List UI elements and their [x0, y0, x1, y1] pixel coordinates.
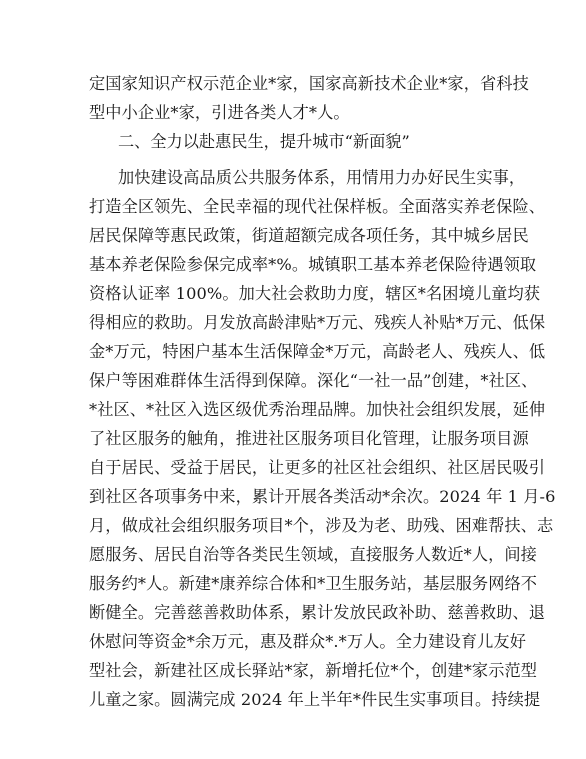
paragraph-line: 月，做成社会组织服务项目*个，涉及为老、助残、困难帮扶、志 — [89, 516, 554, 535]
paragraph-line: 保户等困难群体生活得到保障。深化“一社一品”创建，*社区、 — [89, 371, 538, 390]
paragraph-line: 了社区服务的触角，推进社区服务项目化管理，让服务项目源 — [89, 429, 529, 448]
paragraph-line: 得相应的救助。月发放高龄津贴*万元、残疾人补贴*万元、低保 — [89, 313, 546, 332]
paragraph-line: 型中小企业*家，引进各类人才*人。 — [89, 103, 350, 122]
paragraph-line: 基本养老保险参保完成率*%。城镇职工基本养老保险待遇领取 — [89, 255, 537, 274]
paragraph-line: *社区、*社区入选区级优秀治理品牌。加快社会组织发展，延伸 — [89, 400, 546, 419]
paragraph-line: 服务约*人。新建*康养综合体和*卫生服务站，基层服务网络不 — [89, 574, 538, 593]
paragraph-line: 休慰问等资金*余万元，惠及群众*.*万人。全力建设育儿友好 — [89, 632, 527, 651]
section-heading: 二、全力以赴惠民生，提升城市“新面貌” — [118, 132, 410, 151]
paragraph-line: 到社区各项事务中来，累计开展各类活动*余次。2024 年 1 月-6 — [89, 487, 556, 506]
paragraph-line: 金*万元，特困户基本生活保障金*万元，高龄老人、残疾人、低 — [89, 342, 546, 361]
paragraph-line: 加快建设高品质公共服务体系，用情用力办好民生实事， — [118, 168, 526, 187]
paragraph-line: 儿童之家。圆满完成 2024 年上半年*件民生实事项目。持续提 — [89, 690, 541, 709]
paragraph-line: 居民保障等惠民政策，街道超额完成各项任务，其中城乡居民 — [89, 226, 529, 245]
paragraph-line: 资格认证率 100%。加大社会救助力度，辖区*名困境儿童均获 — [89, 284, 541, 303]
paragraph-line: 愿服务、居民自治等各类民生领域，直接服务人数近*人，间接 — [89, 545, 537, 564]
paragraph-line: 定国家知识产权示范企业*家，国家高新技术企业*家，省科技 — [89, 74, 529, 93]
paragraph-line: 打造全区领先、全民幸福的现代社保样板。全面落实养老保险、 — [89, 197, 546, 216]
paragraph-line: 自于居民、受益于居民，让更多的社区社会组织、社区居民吸引 — [89, 458, 546, 477]
paragraph-line: 断健全。完善慈善救助体系，累计发放民政补助、慈善救助、退 — [89, 603, 546, 622]
paragraph-line: 型社会，新建社区成长驿站*家，新增托位*个，创建*家示范型 — [89, 661, 538, 680]
